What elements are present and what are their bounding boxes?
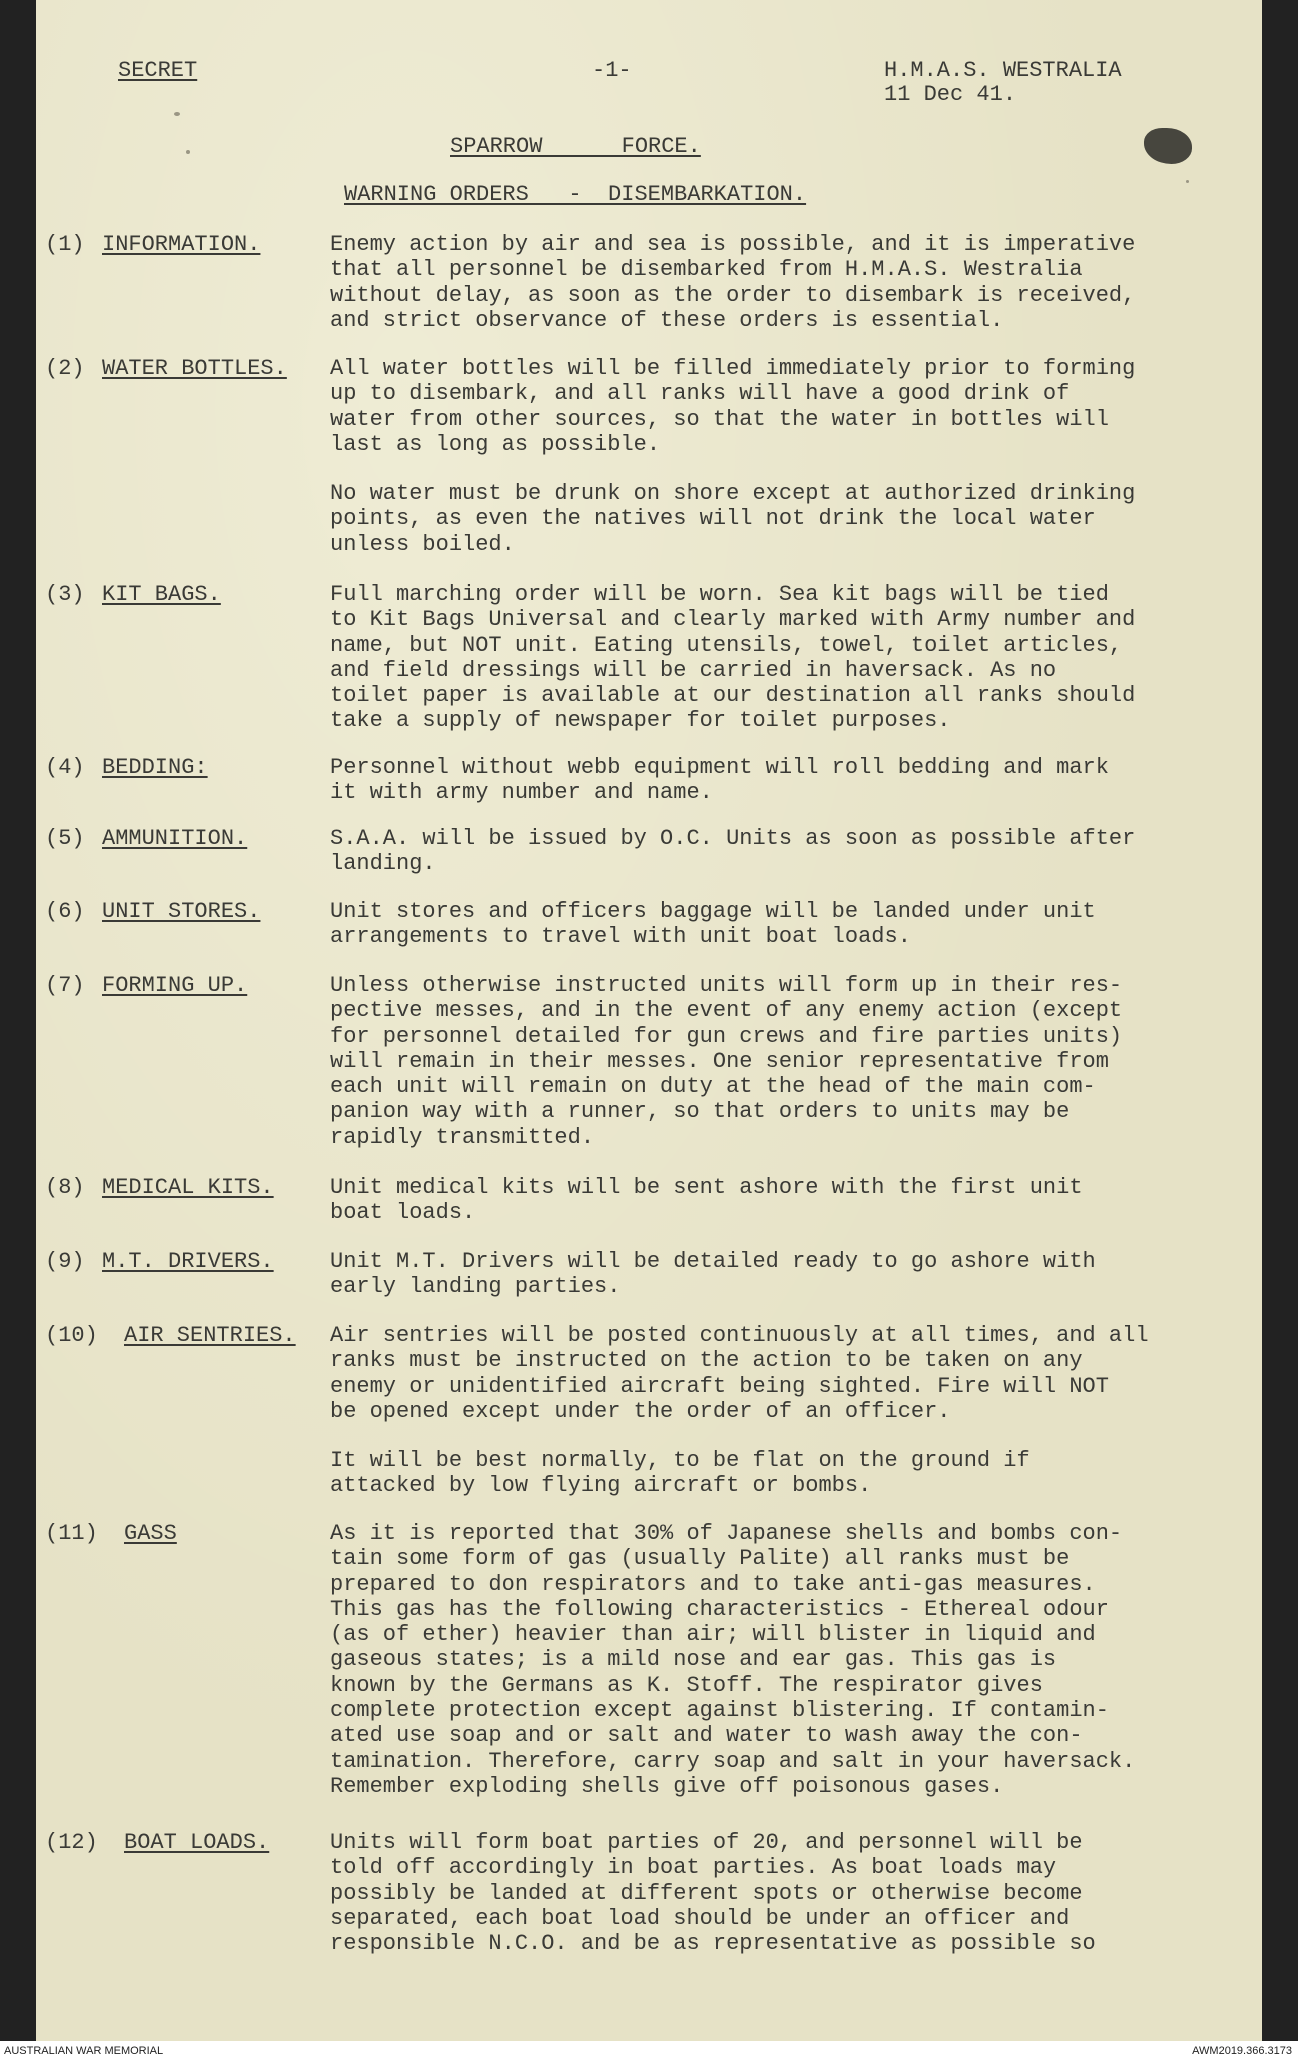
- document-title: SPARROW FORCE.: [450, 134, 701, 159]
- section-number: (8): [45, 1175, 85, 1200]
- text-line: Unit M.T. Drivers will be detailed ready to go ashore with: [330, 1249, 1096, 1274]
- section-paragraph: [330, 1521, 1230, 1799]
- section-heading: AIR SENTRIES.: [124, 1323, 296, 1348]
- text-line: will remain in their messes. One senior representative from: [330, 1048, 1109, 1074]
- text-line: up to disembark, and all ranks will have a good drink of: [330, 381, 1070, 407]
- text-line: It will be best normally, to be flat on the ground if: [330, 1448, 1030, 1474]
- text-line: prepared to don respirators and to take anti-gas measures.: [330, 1571, 1096, 1597]
- section-number: (2): [45, 356, 85, 381]
- text-line: possibly be landed at different spots or otherwise become: [330, 1880, 1083, 1906]
- section-paragraph: [330, 1830, 1230, 1956]
- text-line: each unit will remain on duty at the head of the main com-: [330, 1074, 1096, 1100]
- text-line: Enemy action by air and sea is possible, and it is imperative: [330, 232, 1136, 257]
- paper-fleck: [174, 112, 180, 116]
- section-paragraph: [330, 356, 1230, 457]
- text-line: complete protection except against blistering. If contamin-: [330, 1698, 1109, 1724]
- document-date: 11 Dec 41.: [884, 82, 1017, 107]
- text-line: without delay, as soon as the order to disembark is received,: [330, 282, 1136, 308]
- text-line: This gas has the following characteristics - Ethereal odour: [330, 1596, 1109, 1622]
- section-heading: WATER BOTTLES.: [102, 356, 287, 381]
- text-line: water from other sources, so that the water in bottles will: [330, 406, 1109, 432]
- section-paragraph: [330, 973, 1230, 1150]
- text-line: Personnel without webb equipment will roll bedding and mark: [330, 755, 1109, 780]
- section-number: (10): [45, 1323, 98, 1348]
- section-number: (4): [45, 755, 85, 780]
- section-paragraph: [330, 1249, 1230, 1300]
- text-line: to Kit Bags Universal and clearly marked with Army number and: [330, 607, 1136, 633]
- text-line: early landing parties.: [330, 1274, 621, 1300]
- section-paragraph: [330, 899, 1230, 950]
- text-line: arrangements to travel with unit boat loads.: [330, 924, 911, 950]
- archive-reference: AWM2019.366.3173: [1192, 2045, 1292, 2057]
- text-line: that all personnel be disembarked from H.M.A.S. Westralia: [330, 257, 1083, 283]
- section-number: (3): [45, 582, 85, 607]
- section-number: (9): [45, 1249, 85, 1274]
- ink-stain: [1144, 128, 1192, 164]
- classification-mark: SECRET: [118, 58, 198, 83]
- text-line: Unit medical kits will be sent ashore with the first unit: [330, 1175, 1083, 1200]
- text-line: attacked by low flying aircraft or bombs.: [330, 1473, 872, 1499]
- section-paragraph: [330, 826, 1230, 877]
- paper-fleck: [1186, 180, 1189, 183]
- section-heading: MEDICAL KITS.: [102, 1175, 274, 1200]
- section-heading: BEDDING:: [102, 755, 208, 780]
- document-subtitle: WARNING ORDERS - DISEMBARKATION.: [344, 182, 807, 207]
- text-line: boat loads.: [330, 1200, 476, 1226]
- text-line: Unit stores and officers baggage will be landed under unit: [330, 899, 1096, 924]
- section-number: (11): [45, 1521, 98, 1546]
- paper-fleck: [186, 150, 190, 154]
- section-heading: BOAT LOADS.: [124, 1830, 270, 1855]
- section-number: (7): [45, 973, 85, 998]
- section-paragraph: [330, 582, 1230, 734]
- text-line: take a supply of newspaper for toilet purposes.: [330, 708, 951, 734]
- archive-footer: [0, 2041, 1298, 2061]
- section-heading: M.T. DRIVERS.: [102, 1249, 274, 1274]
- text-line: gaseous states; is a mild nose and ear gas. This gas is: [330, 1647, 1057, 1673]
- text-line: Units will form boat parties of 20, and personnel will be: [330, 1830, 1083, 1855]
- section-heading: GASS: [124, 1521, 177, 1546]
- section-paragraph: [330, 481, 1230, 557]
- text-line: ranks must be instructed on the action to be taken on any: [330, 1348, 1083, 1374]
- text-line: Full marching order will be worn. Sea kit bags will be tied: [330, 582, 1109, 607]
- section-paragraph: [330, 232, 1230, 333]
- section-paragraph: [330, 755, 1230, 806]
- section-number: (6): [45, 899, 85, 924]
- section-paragraph: [330, 1448, 1230, 1499]
- text-line: separated, each boat load should be under an officer and: [330, 1905, 1070, 1931]
- text-line: Unless otherwise instructed units will form up in their res-: [330, 973, 1123, 998]
- text-line: Remember exploding shells give off poisonous gases.: [330, 1773, 1004, 1799]
- text-line: toilet paper is available at our destination all ranks should: [330, 683, 1136, 709]
- text-line: As it is reported that 30% of Japanese shells and bombs con-: [330, 1521, 1123, 1546]
- text-line: known by the Germans as K. Stoff. The respirator gives: [330, 1672, 1043, 1698]
- text-line: panion way with a runner, so that orders to units may be: [330, 1099, 1070, 1125]
- text-line: be opened except under the order of an officer.: [330, 1398, 951, 1424]
- ship-name: H.M.A.S. WESTRALIA: [884, 58, 1122, 83]
- text-line: (as of ether) heavier than air; will blister in liquid and: [330, 1622, 1096, 1648]
- text-line: ated use soap and or salt and water to wash away the con-: [330, 1723, 1083, 1749]
- text-line: name, but NOT unit. Eating utensils, towel, toilet articles,: [330, 632, 1123, 658]
- text-line: for personnel detailed for gun crews and fire parties units): [330, 1023, 1123, 1049]
- section-number: (1): [45, 232, 85, 257]
- text-line: responsible N.C.O. and be as representative as possible so: [330, 1931, 1096, 1957]
- text-line: and strict observance of these orders is essential.: [330, 307, 1004, 333]
- page-number: -1-: [592, 58, 632, 83]
- section-number: (5): [45, 826, 85, 851]
- text-line: enemy or unidentified aircraft being sighted. Fire will NOT: [330, 1373, 1109, 1399]
- section-paragraph: [330, 1323, 1230, 1424]
- section-heading: KIT BAGS.: [102, 582, 221, 607]
- archive-name: AUSTRALIAN WAR MEMORIAL: [4, 2045, 164, 2057]
- section-paragraph: [330, 1175, 1230, 1226]
- text-line: S.A.A. will be issued by O.C. Units as soon as possible after: [330, 826, 1136, 851]
- text-line: tain some form of gas (usually Palite) all ranks must be: [330, 1546, 1070, 1572]
- text-line: tamination. Therefore, carry soap and salt in your haversack.: [330, 1748, 1136, 1774]
- text-line: No water must be drunk on shore except at authorized drinking: [330, 481, 1136, 507]
- text-line: All water bottles will be filled immediately prior to forming: [330, 356, 1136, 381]
- text-line: pective messes, and in the event of any enemy action (except: [330, 998, 1123, 1024]
- text-line: unless boiled.: [330, 531, 515, 557]
- text-line: and field dressings will be carried in haversack. As no: [330, 657, 1057, 683]
- text-line: Air sentries will be posted continuously at all times, and all: [330, 1323, 1149, 1348]
- text-line: points, as even the natives will not drink the local water: [330, 506, 1096, 532]
- section-heading: FORMING UP.: [102, 973, 248, 998]
- text-line: it with army number and name.: [330, 780, 713, 806]
- section-number: (12): [45, 1830, 98, 1855]
- text-line: last as long as possible.: [330, 431, 661, 457]
- text-line: told off accordingly in boat parties. As boat loads may: [330, 1855, 1057, 1881]
- section-heading: UNIT STORES.: [102, 899, 261, 924]
- text-line: rapidly transmitted.: [330, 1124, 595, 1150]
- text-line: landing.: [330, 851, 436, 877]
- section-heading: AMMUNITION.: [102, 826, 248, 851]
- section-heading: INFORMATION.: [102, 232, 261, 257]
